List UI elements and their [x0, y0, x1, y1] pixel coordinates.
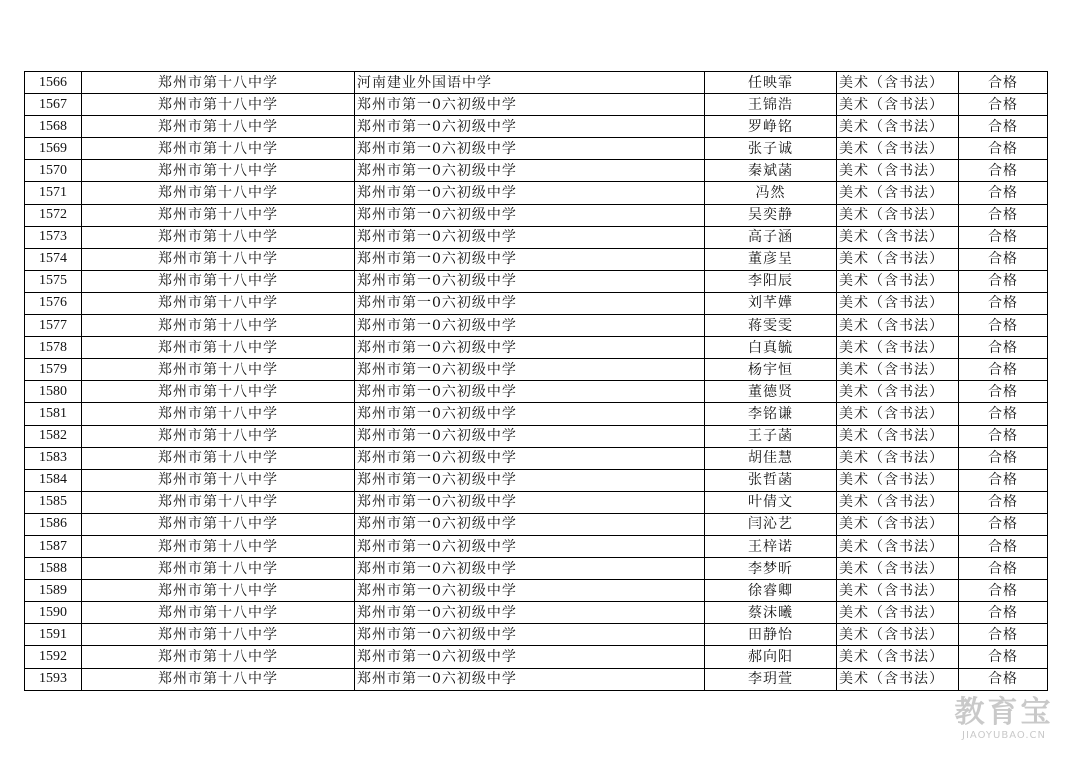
watermark-sub: JIAOYUBAO.CN — [962, 730, 1046, 741]
student-name-cell: 李阳辰 — [705, 270, 837, 292]
destination-school-cell: 郑州市第一0六初级中学 — [355, 491, 705, 513]
origin-school-cell: 郑州市第十八中学 — [82, 624, 355, 646]
destination-school-cell: 郑州市第一0六初级中学 — [355, 646, 705, 668]
table-row — [25, 138, 1048, 160]
row-number-cell: 1591 — [25, 624, 82, 646]
subject-cell: 美术（含书法） — [837, 226, 959, 248]
row-number-cell: 1582 — [25, 425, 82, 447]
student-name-cell: 徐睿卿 — [705, 580, 837, 602]
table-row — [25, 469, 1048, 491]
result-cell: 合格 — [959, 116, 1048, 138]
result-cell: 合格 — [959, 403, 1048, 425]
origin-school-cell: 郑州市第十八中学 — [82, 491, 355, 513]
destination-school-cell: 郑州市第一0六初级中学 — [355, 182, 705, 204]
student-name-cell: 杨宇恒 — [705, 359, 837, 381]
student-name-cell: 董彦呈 — [705, 248, 837, 270]
row-number-cell: 1588 — [25, 558, 82, 580]
table-row — [25, 491, 1048, 513]
row-number-cell: 1570 — [25, 160, 82, 182]
student-name-cell: 冯然 — [705, 182, 837, 204]
destination-school-cell: 郑州市第一0六初级中学 — [355, 469, 705, 491]
subject-cell: 美术（含书法） — [837, 646, 959, 668]
row-number-cell: 1586 — [25, 513, 82, 535]
origin-school-cell: 郑州市第十八中学 — [82, 94, 355, 116]
table-row — [25, 558, 1048, 580]
student-name-cell: 叶倩文 — [705, 491, 837, 513]
row-number-cell: 1574 — [25, 248, 82, 270]
row-number-cell: 1571 — [25, 182, 82, 204]
result-cell: 合格 — [959, 182, 1048, 204]
row-number-cell: 1572 — [25, 204, 82, 226]
row-number-cell: 1580 — [25, 381, 82, 403]
row-number-cell: 1568 — [25, 116, 82, 138]
origin-school-cell: 郑州市第十八中学 — [82, 381, 355, 403]
table-row — [25, 248, 1048, 270]
subject-cell: 美术（含书法） — [837, 558, 959, 580]
table-row — [25, 116, 1048, 138]
subject-cell: 美术（含书法） — [837, 359, 959, 381]
subject-cell: 美术（含书法） — [837, 270, 959, 292]
subject-cell: 美术（含书法） — [837, 381, 959, 403]
result-cell: 合格 — [959, 491, 1048, 513]
table-row — [25, 646, 1048, 668]
student-name-cell: 蔡沫曦 — [705, 602, 837, 624]
table-row — [25, 292, 1048, 314]
row-number-cell: 1585 — [25, 491, 82, 513]
student-name-cell: 李玥萱 — [705, 668, 837, 690]
destination-school-cell: 郑州市第一0六初级中学 — [355, 116, 705, 138]
origin-school-cell: 郑州市第十八中学 — [82, 359, 355, 381]
table-row — [25, 580, 1048, 602]
table-row — [25, 359, 1048, 381]
result-cell: 合格 — [959, 94, 1048, 116]
row-number-cell: 1575 — [25, 270, 82, 292]
result-cell: 合格 — [959, 624, 1048, 646]
origin-school-cell: 郑州市第十八中学 — [82, 469, 355, 491]
destination-school-cell: 郑州市第一0六初级中学 — [355, 425, 705, 447]
row-number-cell: 1593 — [25, 668, 82, 690]
destination-school-cell: 郑州市第一0六初级中学 — [355, 558, 705, 580]
subject-cell: 美术（含书法） — [837, 160, 959, 182]
table-row — [25, 513, 1048, 535]
student-name-cell: 刘芊嬅 — [705, 292, 837, 314]
student-name-cell: 田静怡 — [705, 624, 837, 646]
table-row — [25, 535, 1048, 557]
result-cell: 合格 — [959, 337, 1048, 359]
result-cell: 合格 — [959, 668, 1048, 690]
destination-school-cell: 郑州市第一0六初级中学 — [355, 94, 705, 116]
student-name-cell: 秦斌菡 — [705, 160, 837, 182]
result-cell: 合格 — [959, 270, 1048, 292]
result-cell: 合格 — [959, 315, 1048, 337]
origin-school-cell: 郑州市第十八中学 — [82, 204, 355, 226]
destination-school-cell: 郑州市第一0六初级中学 — [355, 668, 705, 690]
result-cell: 合格 — [959, 558, 1048, 580]
row-number-cell: 1577 — [25, 315, 82, 337]
destination-school-cell: 郑州市第一0六初级中学 — [355, 580, 705, 602]
subject-cell: 美术（含书法） — [837, 624, 959, 646]
destination-school-cell: 郑州市第一0六初级中学 — [355, 204, 705, 226]
destination-school-cell: 郑州市第一0六初级中学 — [355, 359, 705, 381]
row-number-cell: 1567 — [25, 94, 82, 116]
row-number-cell: 1590 — [25, 602, 82, 624]
row-number-cell: 1583 — [25, 447, 82, 469]
student-name-cell: 王锦浩 — [705, 94, 837, 116]
table-row — [25, 182, 1048, 204]
student-name-cell: 李梦昕 — [705, 558, 837, 580]
student-name-cell: 郝向阳 — [705, 646, 837, 668]
row-number-cell: 1576 — [25, 292, 82, 314]
result-cell: 合格 — [959, 513, 1048, 535]
origin-school-cell: 郑州市第十八中学 — [82, 403, 355, 425]
student-name-cell: 张子诚 — [705, 138, 837, 160]
origin-school-cell: 郑州市第十八中学 — [82, 535, 355, 557]
row-number-cell: 1581 — [25, 403, 82, 425]
subject-cell: 美术（含书法） — [837, 94, 959, 116]
result-cell: 合格 — [959, 535, 1048, 557]
subject-cell: 美术（含书法） — [837, 116, 959, 138]
subject-cell: 美术（含书法） — [837, 580, 959, 602]
subject-cell: 美术（含书法） — [837, 469, 959, 491]
row-number-cell: 1569 — [25, 138, 82, 160]
origin-school-cell: 郑州市第十八中学 — [82, 513, 355, 535]
destination-school-cell: 郑州市第一0六初级中学 — [355, 403, 705, 425]
destination-school-cell: 河南建业外国语中学 — [355, 72, 705, 94]
row-number-cell: 1584 — [25, 469, 82, 491]
origin-school-cell: 郑州市第十八中学 — [82, 425, 355, 447]
roster-body — [25, 72, 1048, 691]
row-number-cell: 1573 — [25, 226, 82, 248]
table-row — [25, 270, 1048, 292]
destination-school-cell: 郑州市第一0六初级中学 — [355, 138, 705, 160]
table-row — [25, 204, 1048, 226]
destination-school-cell: 郑州市第一0六初级中学 — [355, 248, 705, 270]
result-cell: 合格 — [959, 381, 1048, 403]
subject-cell: 美术（含书法） — [837, 72, 959, 94]
origin-school-cell: 郑州市第十八中学 — [82, 116, 355, 138]
result-cell: 合格 — [959, 646, 1048, 668]
destination-school-cell: 郑州市第一0六初级中学 — [355, 535, 705, 557]
table-row — [25, 381, 1048, 403]
student-name-cell: 李铭谦 — [705, 403, 837, 425]
table-row — [25, 94, 1048, 116]
destination-school-cell: 郑州市第一0六初级中学 — [355, 315, 705, 337]
row-number-cell: 1592 — [25, 646, 82, 668]
table-row — [25, 624, 1048, 646]
student-name-cell: 王子菡 — [705, 425, 837, 447]
row-number-cell: 1587 — [25, 535, 82, 557]
destination-school-cell: 郑州市第一0六初级中学 — [355, 624, 705, 646]
destination-school-cell: 郑州市第一0六初级中学 — [355, 447, 705, 469]
origin-school-cell: 郑州市第十八中学 — [82, 580, 355, 602]
origin-school-cell: 郑州市第十八中学 — [82, 447, 355, 469]
destination-school-cell: 郑州市第一0六初级中学 — [355, 226, 705, 248]
table-row — [25, 72, 1048, 94]
destination-school-cell: 郑州市第一0六初级中学 — [355, 270, 705, 292]
result-cell: 合格 — [959, 292, 1048, 314]
subject-cell: 美术（含书法） — [837, 337, 959, 359]
subject-cell: 美术（含书法） — [837, 425, 959, 447]
subject-cell: 美术（含书法） — [837, 248, 959, 270]
subject-cell: 美术（含书法） — [837, 292, 959, 314]
origin-school-cell: 郑州市第十八中学 — [82, 138, 355, 160]
result-cell: 合格 — [959, 602, 1048, 624]
subject-cell: 美术（含书法） — [837, 602, 959, 624]
student-name-cell: 任映霏 — [705, 72, 837, 94]
destination-school-cell: 郑州市第一0六初级中学 — [355, 381, 705, 403]
destination-school-cell: 郑州市第一0六初级中学 — [355, 160, 705, 182]
origin-school-cell: 郑州市第十八中学 — [82, 602, 355, 624]
subject-cell: 美术（含书法） — [837, 204, 959, 226]
origin-school-cell: 郑州市第十八中学 — [82, 226, 355, 248]
subject-cell: 美术（含书法） — [837, 403, 959, 425]
table-row — [25, 668, 1048, 690]
table-row — [25, 315, 1048, 337]
origin-school-cell: 郑州市第十八中学 — [82, 248, 355, 270]
student-name-cell: 白真毓 — [705, 337, 837, 359]
row-number-cell: 1579 — [25, 359, 82, 381]
table-row — [25, 226, 1048, 248]
destination-school-cell: 郑州市第一0六初级中学 — [355, 602, 705, 624]
row-number-cell: 1566 — [25, 72, 82, 94]
destination-school-cell: 郑州市第一0六初级中学 — [355, 513, 705, 535]
result-cell: 合格 — [959, 447, 1048, 469]
table-row — [25, 602, 1048, 624]
origin-school-cell: 郑州市第十八中学 — [82, 315, 355, 337]
destination-school-cell: 郑州市第一0六初级中学 — [355, 292, 705, 314]
result-cell: 合格 — [959, 138, 1048, 160]
watermark-logo — [950, 696, 1058, 742]
subject-cell: 美术（含书法） — [837, 315, 959, 337]
result-cell: 合格 — [959, 580, 1048, 602]
origin-school-cell: 郑州市第十八中学 — [82, 72, 355, 94]
table-row — [25, 337, 1048, 359]
origin-school-cell: 郑州市第十八中学 — [82, 160, 355, 182]
subject-cell: 美术（含书法） — [837, 182, 959, 204]
result-cell: 合格 — [959, 359, 1048, 381]
student-name-cell: 董德贤 — [705, 381, 837, 403]
result-cell: 合格 — [959, 425, 1048, 447]
student-name-cell: 蒋雯雯 — [705, 315, 837, 337]
table-row — [25, 403, 1048, 425]
row-number-cell: 1589 — [25, 580, 82, 602]
origin-school-cell: 郑州市第十八中学 — [82, 182, 355, 204]
row-number-cell: 1578 — [25, 337, 82, 359]
destination-school-cell: 郑州市第一0六初级中学 — [355, 337, 705, 359]
student-name-cell: 吴奕静 — [705, 204, 837, 226]
origin-school-cell: 郑州市第十八中学 — [82, 292, 355, 314]
student-name-cell: 张哲菡 — [705, 469, 837, 491]
subject-cell: 美术（含书法） — [837, 138, 959, 160]
watermark-main: 教育宝 — [954, 695, 1054, 730]
origin-school-cell: 郑州市第十八中学 — [82, 337, 355, 359]
subject-cell: 美术（含书法） — [837, 668, 959, 690]
result-cell: 合格 — [959, 226, 1048, 248]
subject-cell: 美术（含书法） — [837, 513, 959, 535]
table-row — [25, 425, 1048, 447]
origin-school-cell: 郑州市第十八中学 — [82, 558, 355, 580]
student-name-cell: 王梓诺 — [705, 535, 837, 557]
result-cell: 合格 — [959, 204, 1048, 226]
student-name-cell: 高子涵 — [705, 226, 837, 248]
result-cell: 合格 — [959, 72, 1048, 94]
origin-school-cell: 郑州市第十八中学 — [82, 668, 355, 690]
roster-table — [24, 71, 1048, 691]
result-cell: 合格 — [959, 248, 1048, 270]
student-name-cell: 闫沁艺 — [705, 513, 837, 535]
result-cell: 合格 — [959, 469, 1048, 491]
student-name-cell: 罗峥铭 — [705, 116, 837, 138]
subject-cell: 美术（含书法） — [837, 535, 959, 557]
table-row — [25, 447, 1048, 469]
origin-school-cell: 郑州市第十八中学 — [82, 270, 355, 292]
subject-cell: 美术（含书法） — [837, 491, 959, 513]
origin-school-cell: 郑州市第十八中学 — [82, 646, 355, 668]
table-row — [25, 160, 1048, 182]
student-name-cell: 胡佳慧 — [705, 447, 837, 469]
result-cell: 合格 — [959, 160, 1048, 182]
subject-cell: 美术（含书法） — [837, 447, 959, 469]
